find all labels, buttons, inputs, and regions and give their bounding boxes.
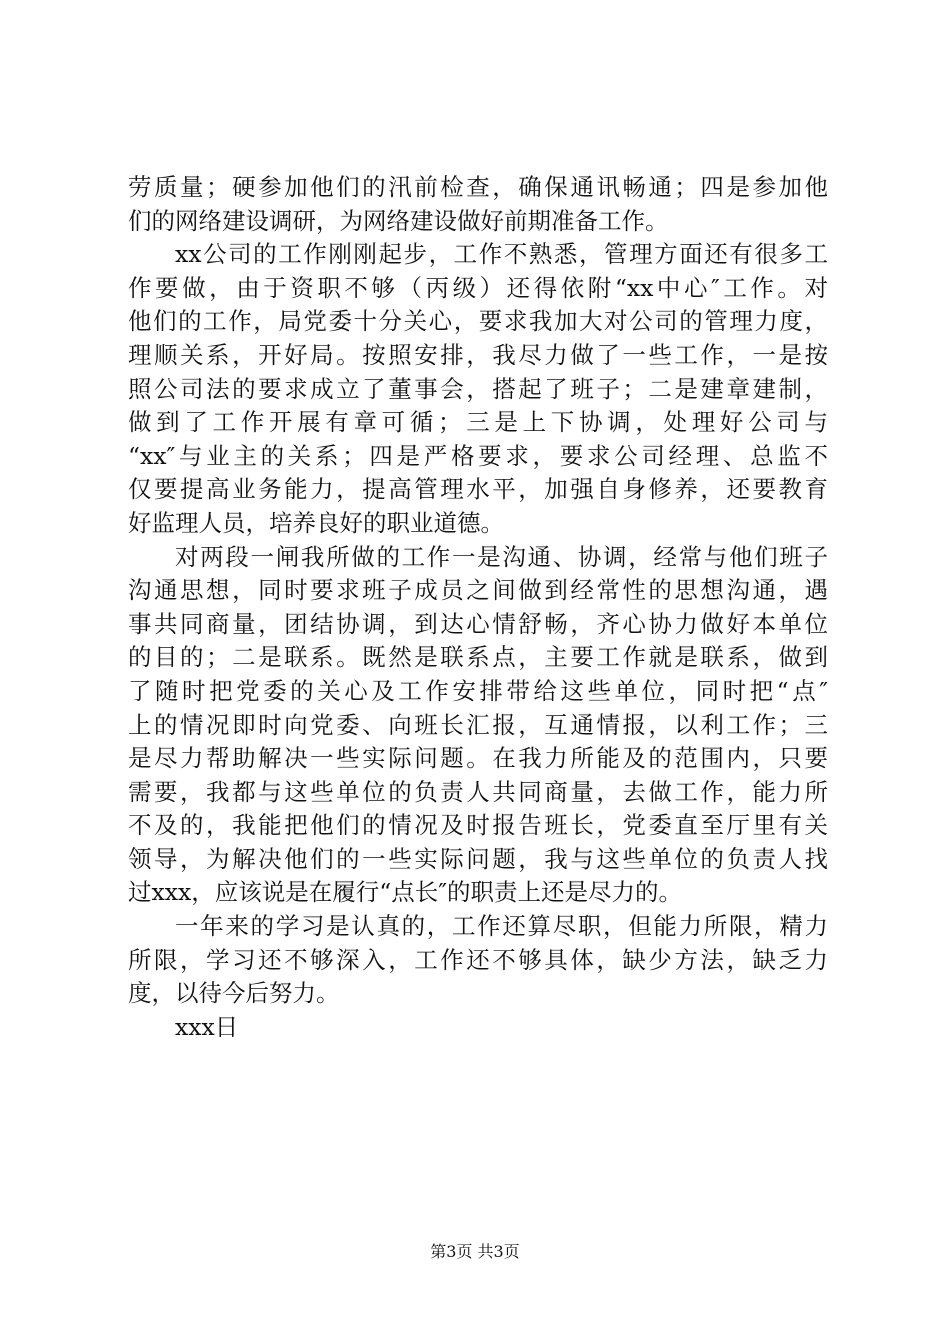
text-line: xxx日 — [175, 1012, 239, 1041]
text-line: 仅要提高业务能力，提高管理水平，加强自身修养，还要教育 — [128, 475, 828, 504]
text-line: 需要，我都与这些单位的负责人共同商量，去做工作，能力所 — [128, 777, 828, 806]
text-line: 是尽力帮助解决一些实际问题。在我力所能及的范围内，只要 — [128, 744, 828, 773]
text-line: 上的情况即时向党委、向班长汇报，互通情报，以利工作；三 — [128, 710, 828, 739]
text-line: 的目的；二是联系。既然是联系点，主要工作就是联系，做到 — [128, 643, 828, 672]
document-body — [128, 171, 828, 1044]
text-line: 事共同商量，团结协调，到达心情舒畅，齐心协力做好本单位 — [128, 609, 828, 638]
text-line: 照公司法的要求成立了董事会，搭起了班子；二是建章建制， — [128, 374, 828, 403]
text-line: 度，以待今后努力。 — [128, 979, 340, 1008]
text-line: “xx″与业主的关系；四是严格要求，要求公司经理、总监不 — [128, 441, 828, 470]
text-line: 作要做，由于资职不够（丙级）还得依附“xx中心″工作。对 — [128, 273, 828, 302]
text-line: 他们的工作，局党委十分关心，要求我加大对公司的管理力度， — [128, 307, 828, 336]
text-line: xx公司的工作刚刚起步，工作不熟悉，管理方面还有很多工 — [175, 240, 828, 269]
text-line: 过xxx，应该说是在履行“点长″的职责上还是尽力的。 — [128, 878, 683, 907]
text-line: 们的网络建设调研，为网络建设做好前期准备工作。 — [128, 206, 669, 235]
text-line: 领导，为解决他们的一些实际问题，我与这些单位的负责人找 — [128, 844, 828, 873]
text-line: 对两段一闸我所做的工作一是沟通、协调，经常与他们班子 — [175, 542, 828, 571]
text-line: 劳质量；硬参加他们的汛前检查，确保通讯畅通；四是参加他 — [128, 173, 828, 201]
text-line: 沟通思想，同时要求班子成员之间做到经常性的思想沟通，遇 — [128, 576, 828, 605]
text-line: 做到了工作开展有章可循；三是上下协调，处理好公司与 — [128, 408, 828, 437]
text-line: 不及的，我能把他们的情况及时报告班长，党委直至厅里有关 — [128, 811, 828, 840]
text-line: 好监理人员，培养良好的职业道德。 — [128, 508, 504, 537]
page-footer: 第3页 共3页 — [430, 1242, 520, 1261]
text-line: 所限，学习还不够深入，工作还不够具体，缺少方法，缺乏力 — [128, 945, 828, 974]
text-line: 了随时把党委的关心及工作安排带给这些单位，同时把“点″ — [128, 676, 828, 705]
text-line: 理顺关系，开好局。按照安排，我尽力做了一些工作，一是按 — [128, 340, 828, 369]
text-line: 一年来的学习是认真的，工作还算尽职，但能力所限，精力 — [175, 912, 828, 941]
